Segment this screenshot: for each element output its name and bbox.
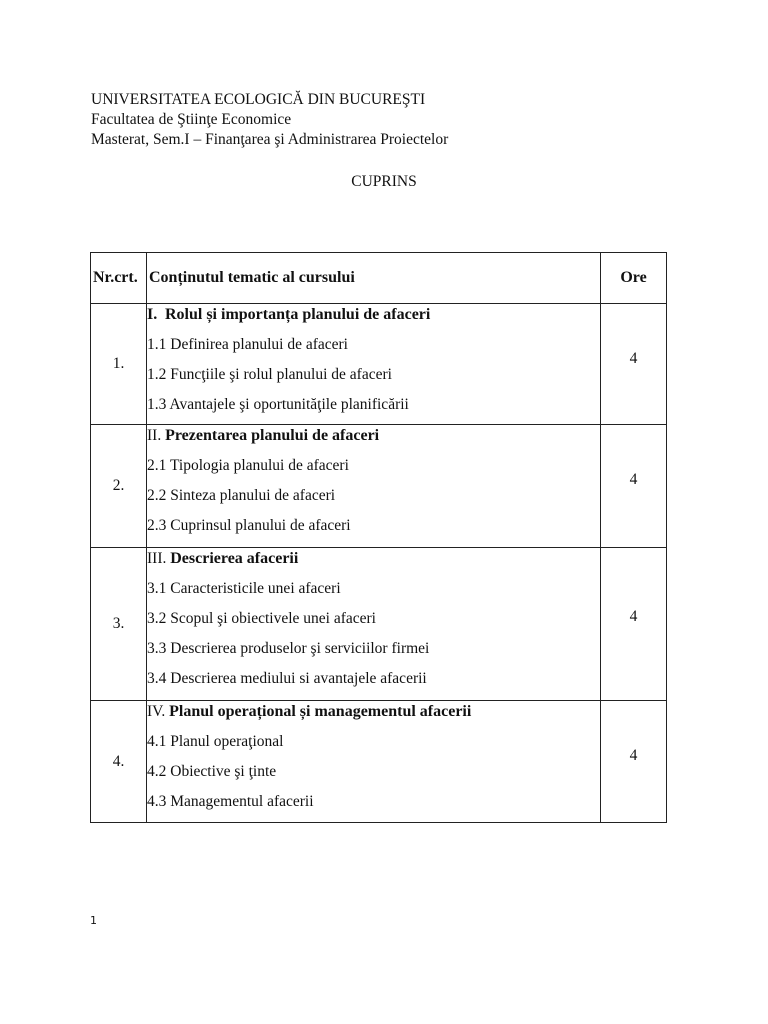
table-row [91,425,667,548]
table-header-row [91,253,667,304]
row-number: 1. [91,304,147,425]
list-item: 2.2 Sinteza planului de afaceri [147,487,336,504]
row-content [147,425,601,548]
row-content [147,548,601,701]
list-item: 2.3 Cuprinsul planului de afaceri [147,517,351,534]
chapter-prefix: II. [147,427,162,444]
header-content: Conținutul tematic al cursului [147,253,601,304]
header-nr: Nr.crt. [91,253,147,304]
row-content [147,304,601,425]
list-item: 3.4 Descrierea mediului si avantajele afacerii [147,670,427,687]
chapter-heading [147,548,600,578]
row-content [147,701,601,823]
university-name: UNIVERSITATEA ECOLOGICĂ DIN BUCUREŞTI [91,91,426,108]
list-item: 4.3 Managementul afacerii [147,793,314,810]
contents-table [90,252,667,823]
list-item: 1.2 Funcţiile şi rolul planului de afaceri [147,366,392,383]
page-number: 1 [90,914,97,927]
chapter-heading [147,425,600,455]
table-row [91,304,667,425]
chapter-heading [147,701,600,731]
row-hours: 4 [601,425,667,548]
list-item: 3.2 Scopul şi obiectivele unei afaceri [147,610,376,627]
header-hours: Ore [601,253,667,304]
row-hours: 4 [601,548,667,701]
list-item: 4.2 Obiective şi ţinte [147,763,277,780]
row-number: 4. [91,701,147,823]
chapter-title: Rolul și importanța planului de afaceri [164,306,431,323]
list-item: 1.1 Definirea planului de afaceri [147,336,348,353]
chapter-title: Prezentarea planului de afaceri [165,427,380,444]
row-number: 2. [91,425,147,548]
row-hours: 4 [601,304,667,425]
table-row [91,548,667,701]
program-name: Masterat, Sem.I – Finanţarea şi Administrarea Proiectelor [91,131,449,148]
page-title-text: CUPRINS [351,173,417,190]
row-hours: 4 [601,701,667,823]
table-row [91,701,667,823]
document-header [91,90,448,150]
chapter-prefix: IV. [147,703,166,720]
chapter-heading [147,304,600,334]
chapter-prefix: III. [147,550,167,567]
list-item: 4.1 Planul operaţional [147,733,284,750]
faculty-name: Facultatea de Ştiinţe Economice [91,111,292,128]
list-item: 1.3 Avantajele şi oportunităţile planificării [147,396,409,413]
page-title [0,172,768,192]
list-item: 3.3 Descrierea produselor şi serviciilor firmei [147,640,430,657]
list-item: 2.1 Tipologia planului de afaceri [147,457,349,474]
row-number: 3. [91,548,147,701]
chapter-title: Descrierea afacerii [170,550,299,567]
list-item: 3.1 Caracteristicile unei afaceri [147,580,341,597]
chapter-prefix: I. [147,306,158,323]
chapter-title: Planul operațional și managementul afacerii [169,703,472,720]
